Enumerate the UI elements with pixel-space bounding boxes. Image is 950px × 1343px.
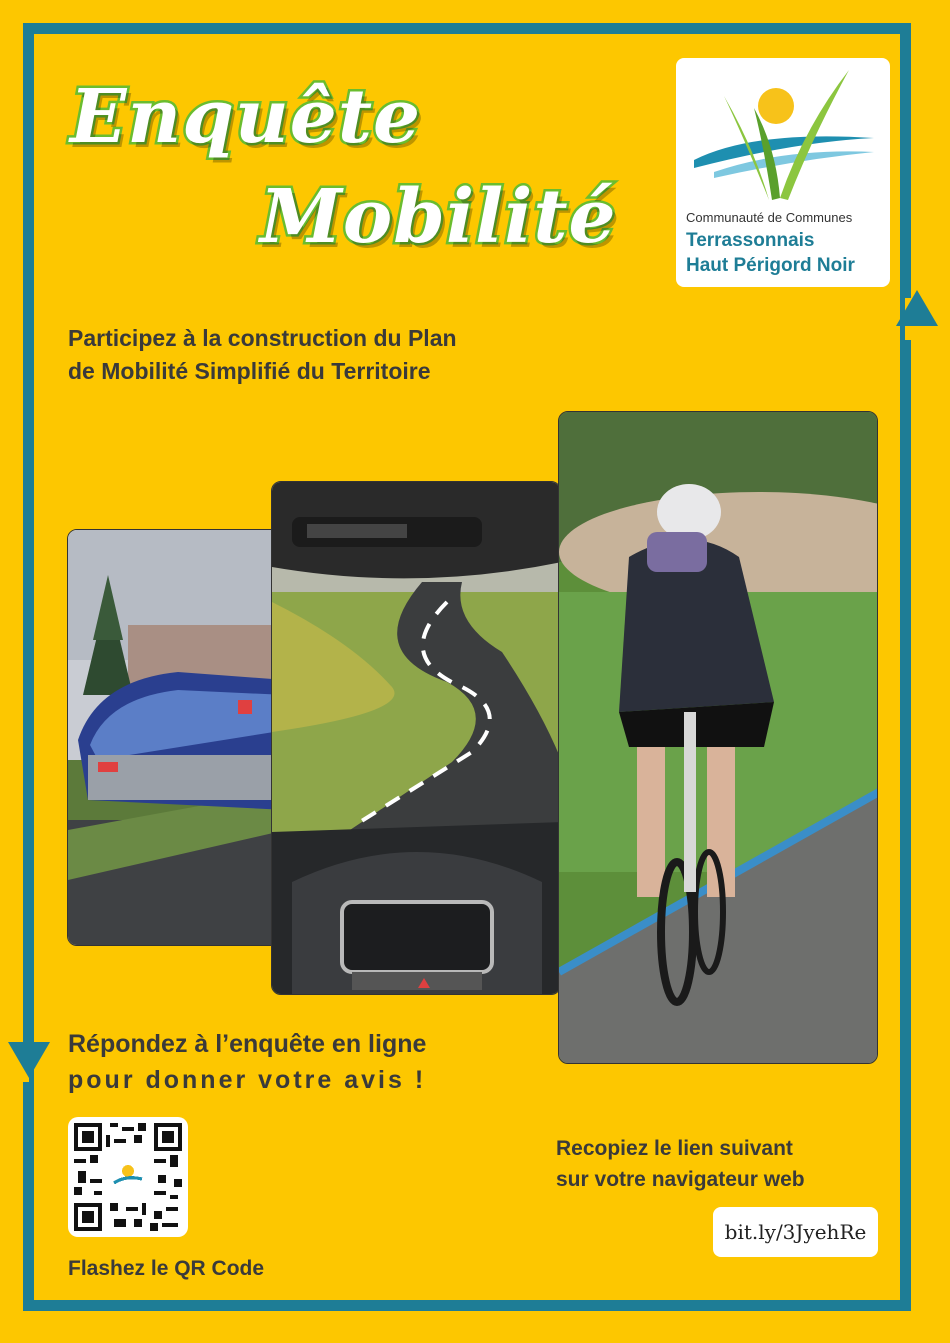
link-instruction-line-1: Recopiez le lien suivant — [556, 1137, 793, 1160]
road-photo — [271, 481, 561, 995]
arrow-up-icon — [896, 290, 938, 326]
logo-text-line-3: Haut Périgord Noir — [686, 255, 855, 276]
link-instructions — [556, 1133, 878, 1195]
subtitle-line-1: Participez à la construction du Plan — [68, 325, 457, 351]
logo-text-line-2: Terrassonnais — [686, 230, 815, 251]
arrow-down-icon — [8, 1042, 50, 1078]
cta-line-2: pour donner votre avis ! — [68, 1066, 427, 1094]
qr-code[interactable] — [68, 1117, 188, 1237]
subtitle-line-2: de Mobilité Simplifié du Territoire — [68, 358, 431, 384]
cyclist-photo — [558, 411, 878, 1064]
cta-line-1: Répondez à l’enquête en ligne — [68, 1030, 427, 1058]
logo-graphic-icon — [684, 68, 882, 208]
title-line-2: Mobilité — [260, 174, 617, 260]
community-logo — [676, 58, 890, 287]
qr-label: Flashez le QR Code — [68, 1257, 265, 1280]
link-instruction-line-2: sur votre navigateur web — [556, 1168, 805, 1191]
logo-text-line-1: Communauté de Communes — [686, 210, 853, 225]
subtitle — [68, 322, 588, 388]
qr-code-icon — [74, 1123, 182, 1231]
train-photo — [67, 529, 285, 946]
title-line-1: Enquête — [70, 74, 422, 160]
survey-link[interactable]: bit.ly/3JyehRe — [713, 1207, 878, 1257]
